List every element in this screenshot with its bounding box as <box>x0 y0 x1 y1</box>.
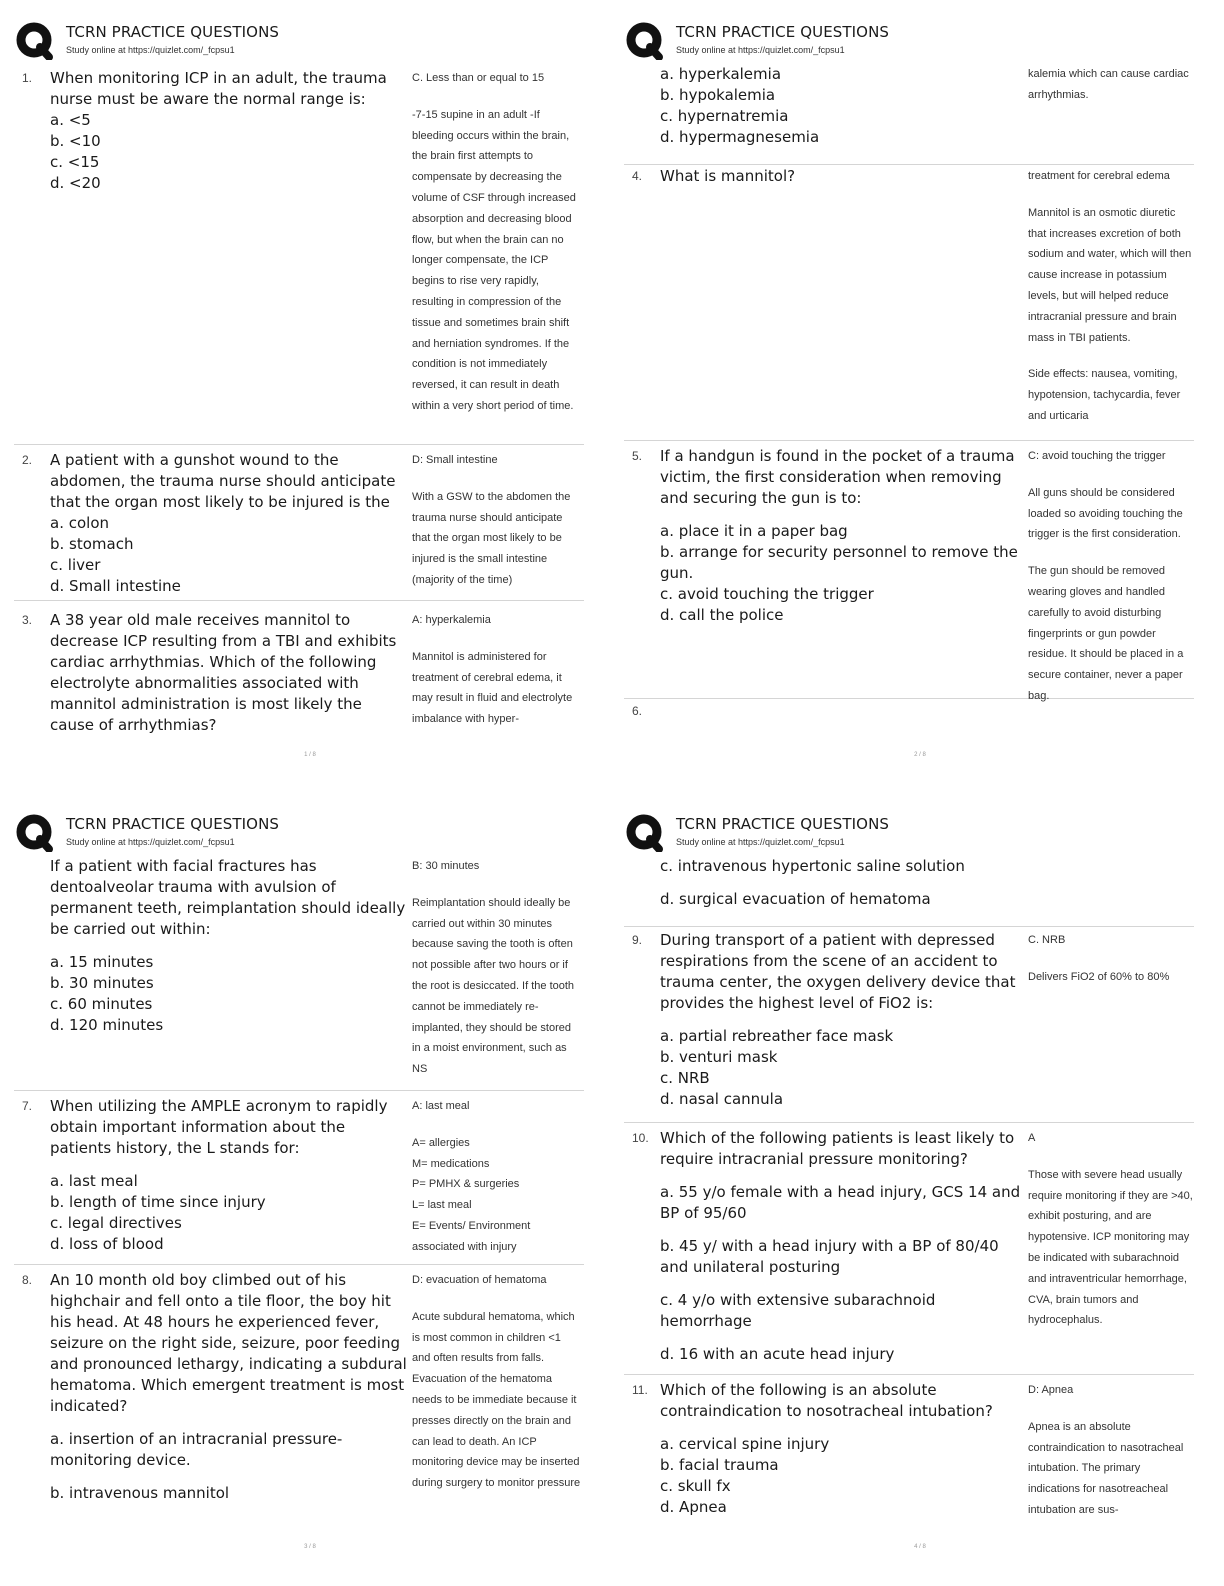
answer-option: d. <20 <box>50 174 101 192</box>
correct-answer: A: hyperkalemia <box>412 614 491 626</box>
question-number: 9. <box>632 933 643 947</box>
explanation: Those with severe head usually require monitoring if they are >40, exhibit posturing, and are hypotensive. ICP monitoring may be indicated with subarachnoid and intraventricular hemorrhage, CVA, brain tumors and hydrocephalus. <box>1028 1168 1193 1327</box>
answer-text <box>1028 64 1194 106</box>
question-text <box>50 68 410 194</box>
question-number: 10. <box>632 1131 649 1145</box>
ample-item: M= medications <box>412 1157 490 1170</box>
page-number: 3 / 8 <box>304 1544 316 1550</box>
question-stem: An 10 month old boy climbed out of his highchair and fell onto a tile floor, the boy hit his head. At 48 hours he experienced fever, seizure on the right side, seizure, poor feeding and pronounced lethargy, indicating a subdural hematoma. Which emergent treatment is most indicated? <box>50 1271 407 1415</box>
question-stem: Which of the following is an absolute contraindication to nosotracheal intubation? <box>660 1381 993 1420</box>
document-page-1 <box>14 14 606 794</box>
answer-option: b. hypokalemia <box>660 86 776 104</box>
answer-option: b. venturi mask <box>660 1048 778 1066</box>
correct-answer: B: 30 minutes <box>412 860 480 872</box>
answer-option: d. loss of blood <box>50 1235 164 1253</box>
question-number: 6. <box>632 704 643 718</box>
answer-option: a. 55 y/o female with a head injury, GCS 14 and BP of 95/60 <box>660 1183 1021 1222</box>
question-10 <box>624 1128 1194 1375</box>
answer-option: b. <10 <box>50 132 101 150</box>
header-title: TCRN PRACTICE QUESTIONS <box>676 23 890 41</box>
header-title: TCRN PRACTICE QUESTIONS <box>66 23 280 41</box>
answer-option: c. 60 minutes <box>50 995 153 1013</box>
header-subtitle: Study online at https://quizlet.com/_fcpsu1 <box>66 45 235 55</box>
question-text <box>660 856 1020 910</box>
explanation: -7-15 supine in an adult -If bleeding occurs within the brain, the brain first attempts to compensate by decreasing the volume of CSF through increased absorption and decreasing blood flow, but when the brain can no longer compensate, the ICP begins to rise very rapidly, resulting in compression of the tissue and sometimes brain shift and herniation syndromes. If the condition is not immediately reversed, it can result in death within a very short period of time. <box>412 108 576 412</box>
explanation: All guns should be considered loaded so avoiding touching the trigger is the first consideration. <box>1028 486 1183 541</box>
correct-answer: D: Small intestine <box>412 454 498 466</box>
answer-option: d. call the police <box>660 606 784 624</box>
question-text <box>50 450 410 597</box>
question-stem: A patient with a gunshot wound to the abdomen, the trauma nurse should anticipate that the organ most likely to be injured is the <box>50 451 396 511</box>
explanation: Mannitol is administered for treatment of cerebral edema, it may result in fluid and electrolyte imbalance with hyper- <box>412 650 573 726</box>
question-number: 1. <box>22 71 33 85</box>
answer-option: b. 45 y/ with a head injury with a BP of 80/40 and unilateral posturing <box>660 1237 999 1276</box>
correct-answer: treatment for cerebral edema <box>1028 170 1170 182</box>
question-stem: If a patient with facial fractures has dentoalveolar trauma with avulsion of permanent teeth, reimplantation should ideally be carried out within: <box>50 857 406 938</box>
question-2 <box>14 450 584 601</box>
answer-option: d. Small intestine <box>50 577 181 595</box>
answer-option: a. last meal <box>50 1172 138 1190</box>
question-11 <box>624 1380 1194 1530</box>
answer-option: a. colon <box>50 514 110 532</box>
answer-option: a. <5 <box>50 111 91 129</box>
page-number: 2 / 8 <box>914 752 926 758</box>
question-text <box>50 856 410 1036</box>
question-8 <box>14 1270 584 1530</box>
explanation: Acute subdural hematoma, which is most common in children <1 and often results from falls. Evacuation of the hematoma needs to be immediate because it presses directly on the brain and can lead to death. An ICP monitoring device may be inserted during surgery to monitor pressure <box>412 1310 581 1490</box>
question-3 <box>14 610 584 740</box>
question-1 <box>14 68 584 445</box>
question-9 <box>624 930 1194 1123</box>
answer-option: c. skull fx <box>660 1477 731 1495</box>
explanation: The gun should be removed wearing gloves and handled carefully to avoid disturbing fingerprints or gun powder residue. It should be placed in a secure container, never a paper bag. <box>1028 565 1184 702</box>
ample-item: E= Events/ Environment associated with injury <box>412 1219 531 1253</box>
answer-option: c. legal directives <box>50 1214 182 1232</box>
answer-option: d. nasal cannula <box>660 1090 784 1108</box>
correct-answer: D: Apnea <box>1028 1384 1074 1396</box>
question-number: 2. <box>22 453 33 467</box>
explanation: kalemia which can cause cardiac arrhythmias. <box>1028 68 1189 101</box>
question-6 <box>14 856 584 1091</box>
answer-option: c. hypernatremia <box>660 107 789 125</box>
quizlet-logo-icon <box>626 814 664 852</box>
answer-option: b. facial trauma <box>660 1456 779 1474</box>
header-title: TCRN PRACTICE QUESTIONS <box>66 815 280 833</box>
question-stem: When utilizing the AMPLE acronym to rapidly obtain important information about the patients history, the L stands for: <box>50 1097 388 1157</box>
correct-answer: C. NRB <box>1028 934 1066 946</box>
correct-answer: A <box>1028 1132 1036 1144</box>
question-number: 11. <box>632 1383 648 1397</box>
quizlet-logo-icon <box>16 814 54 852</box>
answer-text <box>412 1270 582 1494</box>
correct-answer: D: evacuation of hematoma <box>412 1274 547 1286</box>
explanation: Reimplantation should ideally be carried out within 30 minutes because saving the tooth is often not possible after two hours or if the root is desiccated. If the tooth cannot be immediately re-implanted, they should be stored in a moist environment, such as NS <box>412 896 575 1076</box>
answer-option: a. place it in a paper bag <box>660 522 848 540</box>
answer-text <box>412 68 582 417</box>
answer-option: a. hyperkalemia <box>660 65 782 83</box>
explanation: Mannitol is an osmotic diuretic that increases excretion of both sodium and water, which will then cause increase in potassium levels, but will helped reduce intracranial pressure and brain mass in TBI patients. <box>1028 206 1192 344</box>
question-5 <box>624 446 1194 702</box>
answer-option: b. stomach <box>50 535 134 553</box>
question-stem: During transport of a patient with depressed respirations from the scene of an accident to trauma center, the oxygen delivery device that provides the highest level of FiO2 is: <box>660 931 1016 1012</box>
question-stem: Which of the following patients is least likely to require intracranial pressure monitoring? <box>660 1129 1015 1168</box>
page-header <box>624 812 1216 856</box>
explanation: Delivers FiO2 of 60% to 80% <box>1028 970 1170 983</box>
answer-option: a. partial rebreather face mask <box>660 1027 894 1045</box>
page-number: 4 / 8 <box>914 1544 926 1550</box>
answer-text <box>412 856 582 1080</box>
header-subtitle: Study online at https://quizlet.com/_fcpsu1 <box>676 837 845 847</box>
answer-option: c. liver <box>50 556 101 574</box>
side-effects: Side effects: nausea, vomiting, hypotension, tachycardia, fever and urticaria <box>1028 368 1181 422</box>
ample-item: L= last meal <box>412 1199 472 1212</box>
question-number: 7. <box>22 1099 33 1113</box>
correct-answer: C: avoid touching the trigger <box>1028 450 1166 462</box>
question-text <box>660 166 1020 187</box>
answer-option: b. 30 minutes <box>50 974 154 992</box>
answer-text <box>1028 1380 1194 1521</box>
ample-item: P= PMHX & surgeries <box>412 1178 520 1191</box>
question-stem: If a handgun is found in the pocket of a trauma victim, the first consideration when removing and securing the gun is to: <box>660 447 1015 507</box>
answer-text <box>1028 166 1194 427</box>
page-header <box>14 20 606 64</box>
question-text <box>660 1128 1026 1365</box>
page-header <box>624 20 1216 64</box>
question-4 <box>624 166 1194 441</box>
answer-option: c. 4 y/o with extensive subarachnoid hemorrhage <box>660 1291 936 1330</box>
answer-option: c. intravenous hypertonic saline solution <box>660 857 965 875</box>
question-text <box>660 446 1026 626</box>
explanation: Apnea is an absolute contraindication to nasotracheal intubation. The primary indications for nasotreacheal intubation are sus- <box>1028 1420 1184 1516</box>
question-text <box>50 610 410 736</box>
document-page-2 <box>624 14 1216 794</box>
question-stem: When monitoring ICP in an adult, the trauma nurse must be aware the normal range is: <box>50 69 387 108</box>
answer-text <box>1028 446 1194 707</box>
question-text <box>660 1380 1020 1518</box>
answer-option: a. insertion of an intracranial pressure-monitoring device. <box>50 1430 343 1469</box>
answer-option: d. surgical evacuation of hematoma <box>660 890 931 908</box>
correct-answer: C. Less than or equal to 15 <box>412 72 545 84</box>
answer-option: c. avoid touching the trigger <box>660 585 874 603</box>
question-number: 5. <box>632 449 643 463</box>
header-subtitle: Study online at https://quizlet.com/_fcpsu1 <box>676 45 845 55</box>
answer-option: d. hypermagnesemia <box>660 128 820 146</box>
question-stem: What is mannitol? <box>660 167 796 185</box>
answer-text <box>1028 930 1194 988</box>
answer-text <box>412 450 582 591</box>
page-header <box>14 812 606 856</box>
question-number: 3. <box>22 613 33 627</box>
correct-answer: A: last meal <box>412 1100 470 1112</box>
header-subtitle: Study online at https://quizlet.com/_fcpsu1 <box>66 837 235 847</box>
quizlet-logo-icon <box>16 22 54 60</box>
question-number: 4. <box>632 169 643 183</box>
quizlet-logo-icon <box>626 22 664 60</box>
question-text <box>50 1096 410 1255</box>
document-page-3 <box>14 806 606 1586</box>
answer-option: c. <15 <box>50 153 100 171</box>
question-8-continued <box>624 856 1194 927</box>
question-text <box>50 1270 410 1504</box>
question-text <box>660 64 1020 148</box>
question-text <box>660 930 1020 1110</box>
answer-option: d. 16 with an acute head injury <box>660 1345 895 1363</box>
question-3-continued <box>624 64 1194 165</box>
question-stem: A 38 year old male receives mannitol to decrease ICP resulting from a TBI and exhibits cardiac arrhythmias. Which of the following electrolyte abnormalities associated with mannitol administration is most likely the cause of arrhythmias? <box>50 611 397 734</box>
answer-option: d. 120 minutes <box>50 1016 164 1034</box>
question-7 <box>14 1096 584 1265</box>
answer-option: b. intravenous mannitol <box>50 1484 230 1502</box>
document-page-4 <box>624 806 1216 1586</box>
answer-option: a. 15 minutes <box>50 953 154 971</box>
answer-text <box>1028 1128 1194 1331</box>
answer-option: a. cervical spine injury <box>660 1435 830 1453</box>
question-number: 8. <box>22 1273 33 1287</box>
answer-option: c. NRB <box>660 1069 710 1087</box>
ample-item: A= allergies <box>412 1136 470 1149</box>
explanation: With a GSW to the abdomen the trauma nurse should anticipate that the organ most likely to be injured is the small intestine (majority of the time) <box>412 490 571 586</box>
answer-option: b. length of time since injury <box>50 1193 266 1211</box>
page-number: 1 / 8 <box>304 752 316 758</box>
answer-option: d. Apnea <box>660 1498 727 1516</box>
header-title: TCRN PRACTICE QUESTIONS <box>676 815 890 833</box>
answer-option: b. arrange for security personnel to remove the gun. <box>660 543 1018 582</box>
answer-text <box>412 1096 582 1258</box>
answer-text <box>412 610 582 730</box>
